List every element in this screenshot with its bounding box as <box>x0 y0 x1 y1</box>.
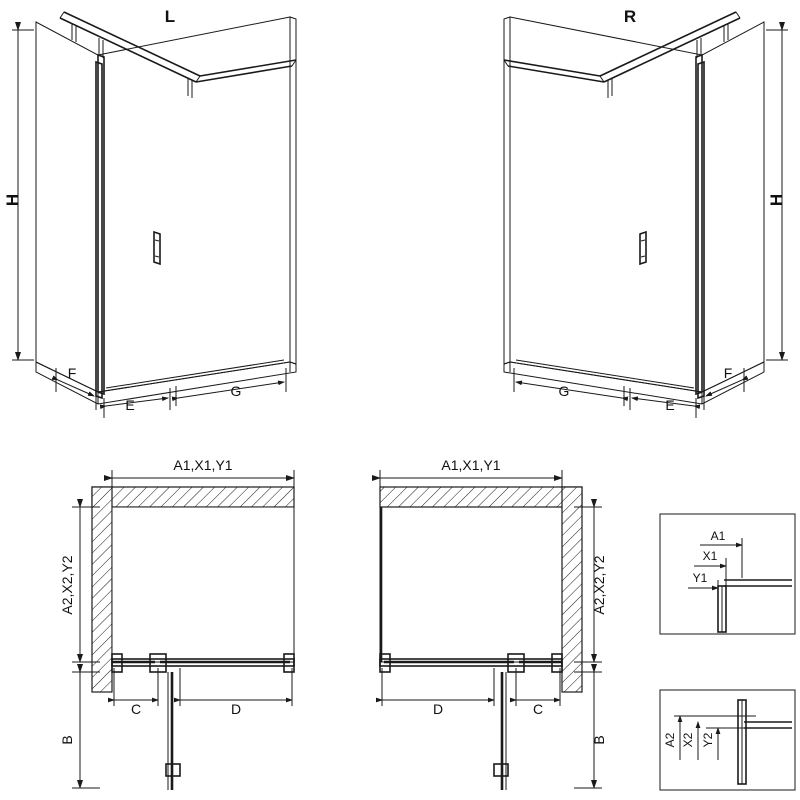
door-handle-left <box>154 232 160 264</box>
wall-top-left <box>92 487 294 507</box>
dim-g-right: G <box>558 383 570 399</box>
detail-top-x1: X1 <box>702 549 718 563</box>
dim-a1x1y1-left: A1,X1,Y1 <box>173 457 233 473</box>
door-handle-right <box>640 232 646 264</box>
wall-side-left <box>92 487 112 692</box>
wall-side-right <box>562 487 582 692</box>
dim-c-right: C <box>532 701 544 717</box>
detail-view-top <box>660 514 795 634</box>
plan-view-left <box>59 457 294 790</box>
detail-bottom-x2: X2 <box>681 732 695 748</box>
dim-e-right: E <box>665 397 675 413</box>
plan-view-right <box>380 457 607 790</box>
label-view-right: R <box>623 7 637 26</box>
isometric-view-right <box>504 12 788 418</box>
isometric-right-labels <box>559 7 786 413</box>
detail-top-a1: A1 <box>710 529 726 543</box>
dim-b-right: B <box>591 735 607 745</box>
dim-f-left: F <box>67 365 77 381</box>
detail-view-bottom <box>660 690 795 790</box>
dim-f-right: F <box>723 365 733 381</box>
dim-d-right: D <box>432 701 444 717</box>
dim-c-left: C <box>130 701 142 717</box>
dim-b-left: B <box>59 735 75 745</box>
dim-height-left: H <box>3 193 22 207</box>
detail-bottom-y2: Y2 <box>701 732 715 748</box>
dim-d-left: D <box>230 701 242 717</box>
dim-height-right: H <box>767 193 786 207</box>
dim-a1x1y1-right: A1,X1,Y1 <box>441 457 501 473</box>
dim-g-left: G <box>230 383 242 399</box>
isometric-view-left <box>3 7 296 418</box>
detail-bottom-a2: A2 <box>663 732 677 748</box>
label-view-left: L <box>164 7 176 26</box>
dim-a2x2y2-left: A2,X2,Y2 <box>59 555 75 615</box>
dim-e-left: E <box>125 397 135 413</box>
dim-a2x2y2-right: A2,X2,Y2 <box>591 555 607 615</box>
wall-top-right <box>380 487 582 507</box>
detail-top-y1: Y1 <box>692 571 708 585</box>
